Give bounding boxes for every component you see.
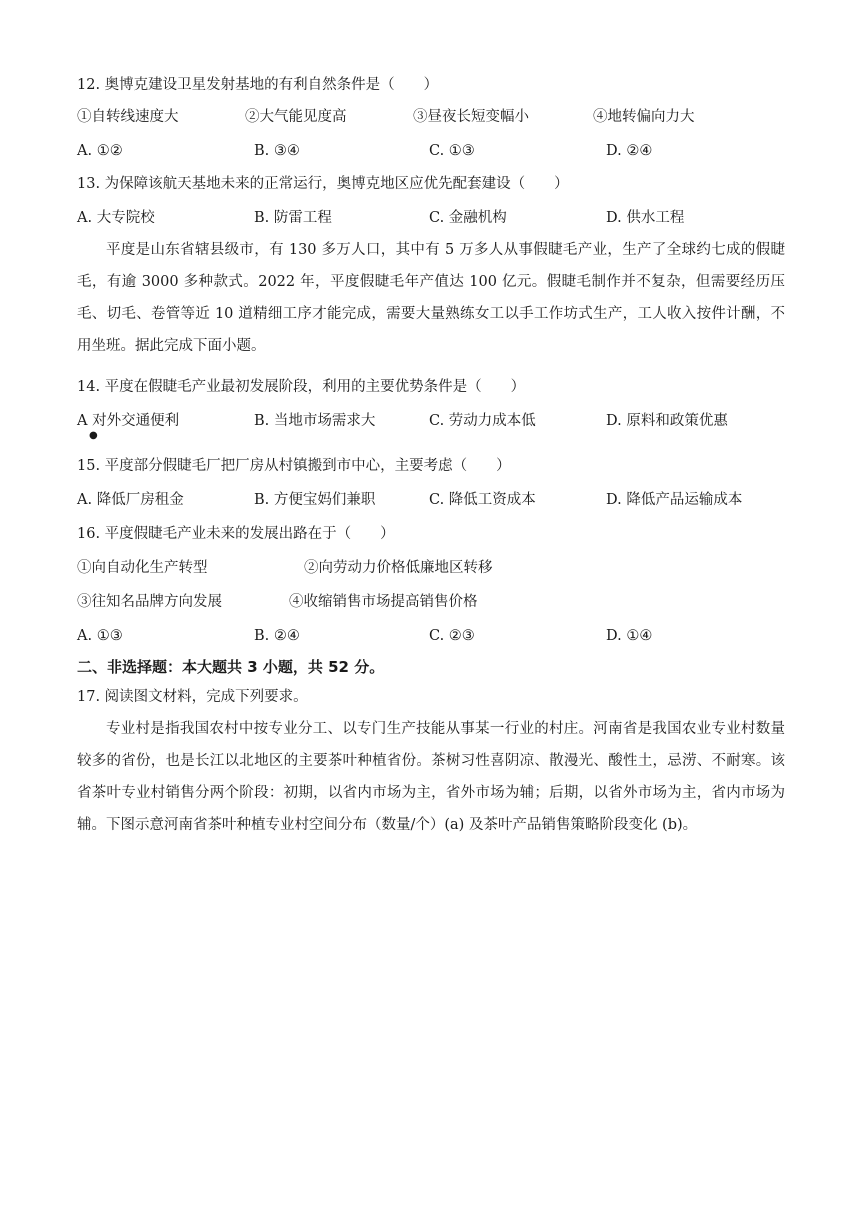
q12-statement-3: ③昼夜长短变幅小 [413,109,529,125]
q15-option-c: C. 降低工资成本 [429,492,536,508]
q14-option-a: A 对外交通便利 [77,413,180,429]
q16-option-d: D. ①④ [606,628,653,644]
q13-option-a: A. 大专院校 [77,210,155,226]
q12-statement-2: ②大气能见度高 [245,109,347,125]
q16-option-a: A. ①③ [77,628,123,644]
q13-options [77,208,797,228]
q14-option-b: B. 当地市场需求大 [254,413,376,429]
q12-statement-4: ④地转偏向力大 [593,109,695,125]
q17-stem: 17. 阅读图文材料，完成下列要求。 [77,689,308,705]
q16-statement-4: ④收缩销售市场提高销售价格 [289,594,478,610]
q16-options [77,626,797,646]
q16-option-c: C. ②③ [429,628,475,644]
q12-option-a: A. ①② [77,143,123,159]
q14-option-c: C. 劳动力成本低 [429,413,536,429]
q15-option-b: B. 方便宝妈们兼职 [254,492,376,508]
q16-option-b: B. ②④ [254,628,300,644]
q15-stem: 15. 平度部分假睫毛厂把厂房从村镇搬到市中心，主要考虑（ ） [77,458,511,474]
option-dot-mark: ● [89,430,98,441]
material-henan-tea: 专业村是指我国农村中按专业分工、以专门生产技能从事某一行业的村庄。河南省是我国农业专业村数量较多的省份，也是长江以北地区的主要茶叶种植省份。茶树习性喜阴凉、散漫光、酸性土，忌涝、不耐寒。该省茶叶专业村销售分两个阶段：初期，以省内市场为主，省外市场为辅；后期，以省外市场为主，省内市场为辅。下图示意河南省茶叶种植专业村空间分布（数量/个）(a) 及茶叶产品销售策略阶段变化 (b)。 [77,721,785,833]
section-heading: 二、非选择题：本大题共 3 小题，共 52 分。 [77,658,385,676]
q16-statements-row1 [77,558,797,578]
q12-statements [77,107,797,127]
q13-option-d: D. 供水工程 [606,210,685,226]
q12-stem: 12. 奥博克建设卫星发射基地的有利自然条件是（ ） [77,77,439,93]
q12-statement-1: ①自转线速度大 [77,109,179,125]
q13-stem: 13. 为保障该航天基地未来的正常运行，奥博克地区应优先配套建设（ ） [77,176,569,192]
q12-options [77,141,797,161]
q15-option-a: A. 降低厂房租金 [77,492,184,508]
q15-option-d: D. 降低产品运输成本 [606,492,743,508]
q16-statement-3: ③往知名品牌方向发展 [77,594,222,610]
q14-stem: 14. 平度在假睫毛产业最初发展阶段，利用的主要优势条件是（ ） [77,379,526,395]
q14-option-d: D. 原料和政策优惠 [606,413,728,429]
q12-option-b: B. ③④ [254,143,300,159]
q16-statements-row2 [77,592,797,612]
q13-option-b: B. 防雷工程 [254,210,332,226]
q15-options [77,490,797,510]
q16-stem: 16. 平度假睫毛产业未来的发展出路在于（ ） [77,526,395,542]
q16-statement-2: ②向劳动力价格低廉地区转移 [304,560,493,576]
q13-option-c: C. 金融机构 [429,210,507,226]
q14-options [77,411,797,431]
q12-option-d: D. ②④ [606,143,653,159]
q16-statement-1: ①向自动化生产转型 [77,560,208,576]
material-pingdu: 平度是山东省辖县级市，有 130 多万人口，其中有 5 万多人从事假睫毛产业，生产了全球约七成的假睫毛，有逾 3000 多种款式。2022 年，平度假睫毛年产值达 100 亿元。假睫毛制作并不复杂，但需要经历压毛、切毛、卷管等近 10 道精细工序才能完成，需要大量熟练女工以手工作坊式生产，工人收入按件计酬，不用坐班。据此完成下面小题。 [77,242,785,354]
q12-option-c: C. ①③ [429,143,475,159]
